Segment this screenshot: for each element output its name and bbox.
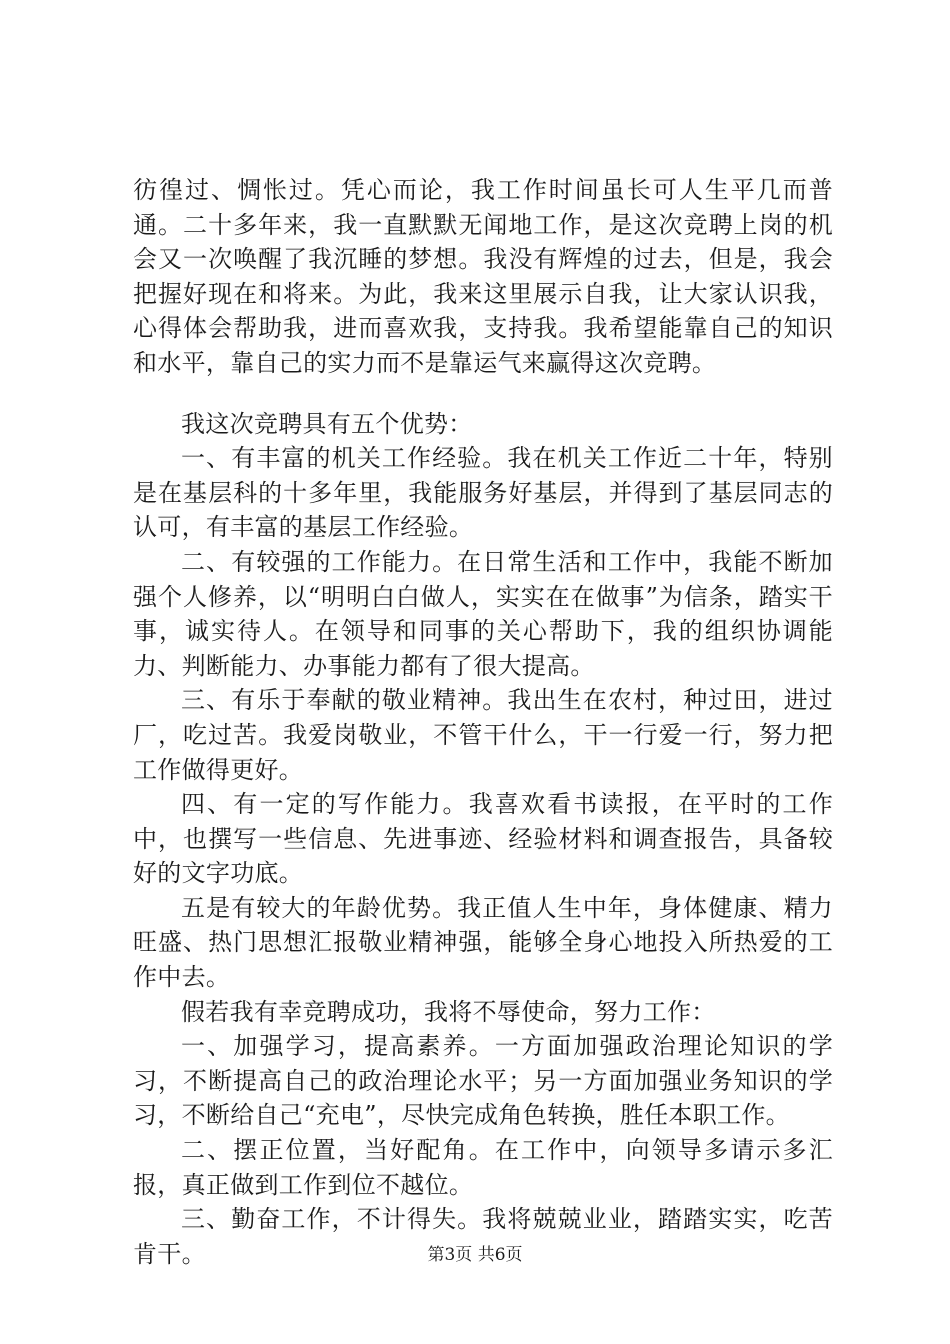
paragraph-11: 三、勤奋工作，不计得失。我将兢兢业业，踏踏实实，吃苦肯干。 bbox=[133, 1205, 833, 1268]
document-body bbox=[133, 173, 833, 1271]
paragraph-1: 彷徨过、惆怅过。凭心而论，我工作时间虽长可人生平几而普通。二十多年来，我一直默默无闻地工作，是这次竞聘上岗的机会又一次唤醒了我沉睡的梦想。我没有辉煌的过去，但是，我会把握好现在和将来。为此，我来这里展示自我，让大家认识我，心得体会帮助我，进而喜欢我，支持我。我希望能靠自己的知识和水平，靠自己的实力而不是靠运气来赢得这次竞聘。 bbox=[133, 176, 833, 377]
paragraph-9: 一、加强学习，提高素养。一方面加强政治理论知识的学习，不断提高自己的政治理论水平；另一方面加强业务知识的学习，不断给自己“充电”，尽快完成角色转换，胜任本职工作。 bbox=[133, 1032, 833, 1130]
paragraph-6: 四、有一定的写作能力。我喜欢看书读报，在平时的工作中，也撰写一些信息、先进事迹、经验材料和调查报告，具备较好的文字功底。 bbox=[133, 790, 833, 888]
paragraph-3: 一、有丰富的机关工作经验。我在机关工作近二十年，特别是在基层科的十多年里，我能服务好基层，并得到了基层同志的认可，有丰富的基层工作经验。 bbox=[133, 444, 833, 542]
paragraph-2: 我这次竞聘具有五个优势： bbox=[181, 409, 473, 438]
paragraph-7: 五是有较大的年龄优势。我正值人生中年，身体健康、精力旺盛、热门思想汇报敬业精神强，能够全身心地投入所热爱的工作中去。 bbox=[133, 893, 833, 992]
paragraph-5: 三、有乐于奉献的敬业精神。我出生在农村，种过田，进过厂，吃过苦。我爱岗敬业，不管干什么，干一行爱一行，努力把工作做得更好。 bbox=[133, 686, 833, 784]
paragraph-8: 假若我有幸竞聘成功，我将不辱使命，努力工作： bbox=[181, 997, 716, 1026]
paragraph-10: 二、摆正位置，当好配角。在工作中，向领导多请示多汇报，真正做到工作到位不越位。 bbox=[133, 1136, 833, 1199]
page-footer bbox=[0, 1244, 950, 1266]
paragraph-4: 二、有较强的工作能力。在日常生活和工作中，我能不断加强个人修养，以“明明白白做人，实实在在做事”为信条，踏实干事，诚实待人。在领导和同事的关心帮助下，我的组织协调能力、判断能力、办事能力都有了很大提高。 bbox=[133, 547, 833, 680]
page-number-label: 第3页 共6页 bbox=[427, 1245, 523, 1265]
